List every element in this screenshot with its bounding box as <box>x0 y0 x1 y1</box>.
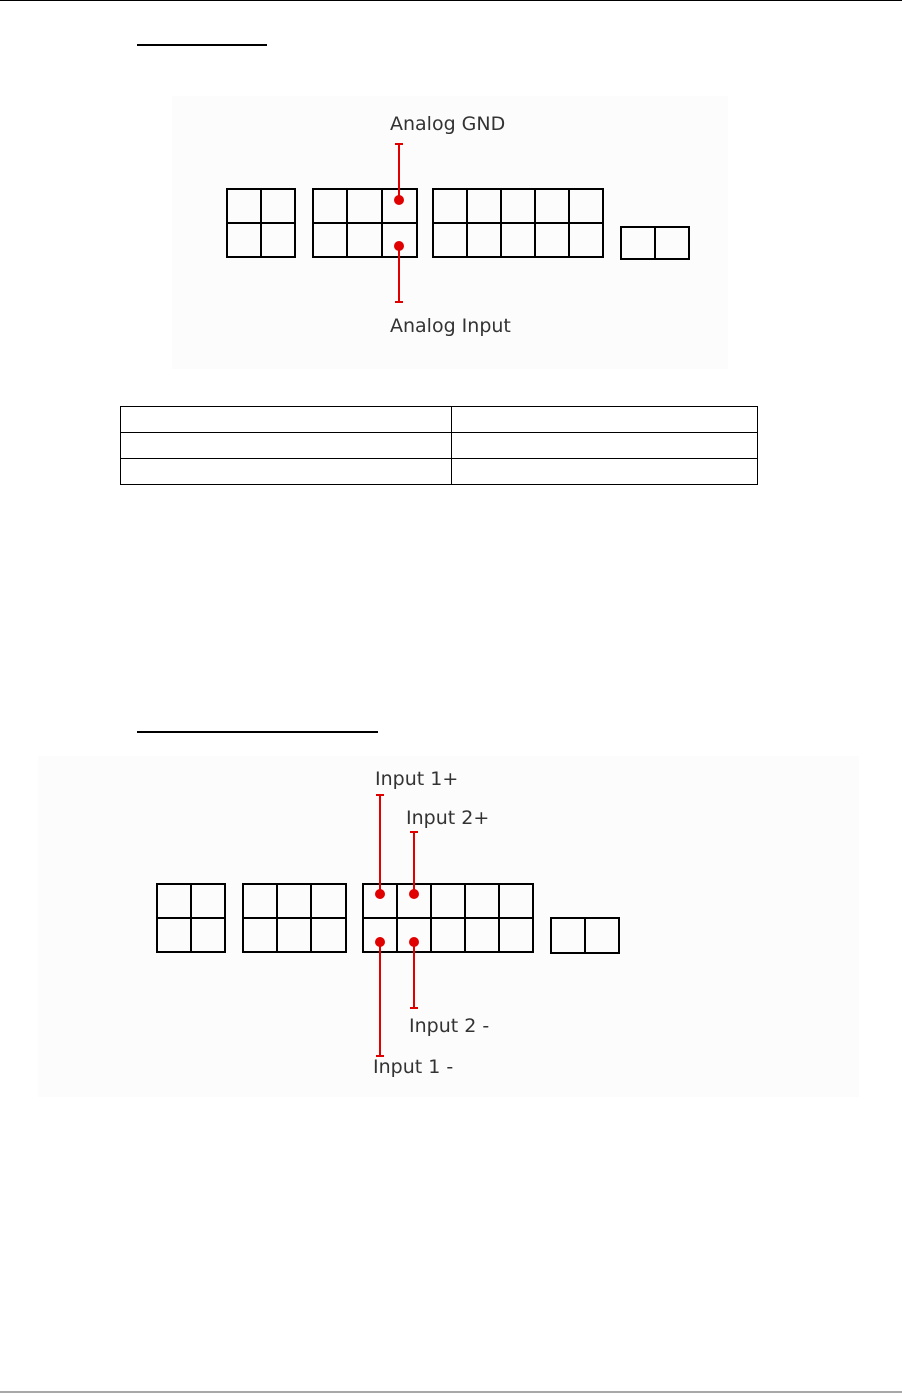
input-2-plus-dot <box>409 889 419 899</box>
label-input-2-plus: Input 2+ <box>406 807 490 829</box>
label-analog-input: Analog Input <box>390 315 511 337</box>
section-1-heading-underline <box>137 44 267 46</box>
label-input-1-minus: Input 1 - <box>373 1056 454 1078</box>
input-pin-dot <box>394 241 404 251</box>
table-cell <box>121 407 452 433</box>
table-cell <box>452 407 758 433</box>
analog-terminal-diagram <box>172 96 728 369</box>
label-input-2-minus: Input 2 - <box>409 1015 490 1037</box>
input-1-plus-dot <box>375 889 385 899</box>
gnd-pin-dot <box>394 195 404 205</box>
differential-terminal-diagram <box>38 756 859 1097</box>
table-cell <box>452 433 758 459</box>
header-rule <box>0 0 902 1</box>
table-cell <box>452 459 758 485</box>
differential-terminal-svg <box>38 756 859 1097</box>
table-row <box>121 459 758 485</box>
section-2-heading-underline <box>137 731 378 733</box>
table-row <box>121 433 758 459</box>
label-analog-gnd: Analog GND <box>390 113 506 135</box>
footer-rule <box>0 1391 902 1393</box>
table-cell <box>121 433 452 459</box>
label-input-1-plus: Input 1+ <box>375 768 459 790</box>
input-1-minus-dot <box>375 937 385 947</box>
table-row <box>121 407 758 433</box>
spec-table <box>120 406 758 485</box>
analog-terminal-svg <box>172 96 728 369</box>
table-cell <box>121 459 452 485</box>
input-2-minus-dot <box>409 937 419 947</box>
